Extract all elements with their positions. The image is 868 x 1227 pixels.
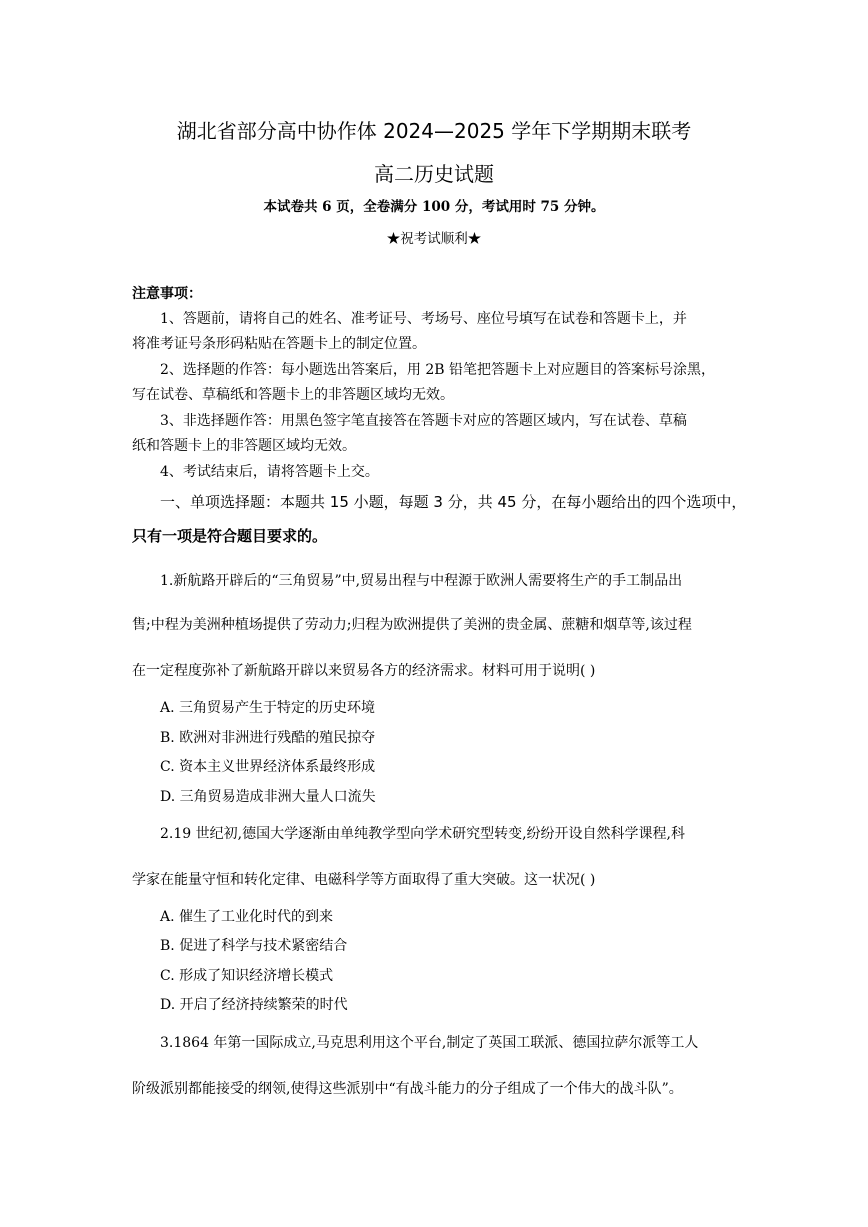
- question-1-line-2: 售;中程为美洲种植场提供了劳动力;归程为欧洲提供了美洲的贵金属、蔗糖和烟草等,该过程: [132, 617, 692, 633]
- question-3-line-2: 阶级派别都能接受的纲领,使得这些派别中“有战斗能力的分子组成了一个伟大的战斗队”。: [132, 1081, 683, 1097]
- notice-item-1-line-2: 将准考证号条形码粘贴在答题卡上的制定位置。: [132, 336, 426, 352]
- question-3-line-1: 3.1864 年第一国际成立,马克思利用这个平台,制定了英国工联派、德国拉萨尔派等工人: [160, 1035, 699, 1051]
- question-2-line-1: 2.19 世纪初,德国大学逐渐由单纯教学型向学术研究型转变,纷纷开设自然科学课程,科: [160, 826, 685, 842]
- section-heading-line-2: 只有一项是符合题目要求的。: [132, 527, 328, 545]
- notice-item-1-line-1: 1、答题前，请将自己的姓名、准考证号、考场号、座位号填写在试卷和答题卡上，并: [160, 311, 687, 327]
- question-1-option-a: A. 三角贸易产生于特定的历史环境: [160, 700, 376, 716]
- notice-heading: 注意事项：: [132, 286, 202, 302]
- question-2-line-2: 学家在能量守恒和转化定律、电磁科学等方面取得了重大突破。这一状况( ): [132, 872, 596, 888]
- question-2-option-d: D. 开启了经济持续繁荣的时代: [160, 997, 348, 1013]
- question-1-line-3: 在一定程度弥补了新航路开辟以来贸易各方的经济需求。材料可用于说明( ): [132, 663, 596, 679]
- section-heading-line-1: 一、单项选择题：本题共 15 小题，每题 3 分，共 45 分，在每小题给出的四个选项中，: [160, 493, 747, 511]
- question-2-option-b: B. 促进了科学与技术紧密结合: [160, 938, 348, 954]
- question-1-option-c: C. 资本主义世界经济体系最终形成: [160, 759, 376, 775]
- exam-subtitle: 高二历史试题: [374, 162, 494, 186]
- question-1-option-b: B. 欧洲对非洲进行残酷的殖民掠夺: [160, 730, 376, 746]
- exam-title: 湖北省部分高中协作体 2024—2025 学年下学期期末联考: [176, 119, 692, 143]
- notice-item-4: 4、考试结束后，请将答题卡上交。: [160, 464, 379, 480]
- notice-item-3-line-1: 3、非选择题作答：用黑色签字笔直接答在答题卡对应的答题区域内，写在试卷、草稿: [160, 413, 687, 429]
- notice-item-2-line-1: 2、选择题的作答：每小题选出答案后，用 2B 铅笔把答题卡上对应题目的答案标号涂黑，: [160, 362, 716, 378]
- question-1-line-1: 1.新航路开辟后的“三角贸易”中,贸易出程与中程源于欧洲人需要将生产的手工制品出: [160, 573, 683, 589]
- notice-item-3-line-2: 纸和答题卡上的非答题区域均无效。: [132, 438, 356, 454]
- exam-info: 本试卷共 6 页，全卷满分 100 分，考试用时 75 分钟。: [263, 199, 605, 215]
- question-2-option-c: C. 形成了知识经济增长模式: [160, 968, 334, 984]
- question-2-option-a: A. 催生了工业化时代的到来: [160, 909, 334, 925]
- notice-item-2-line-2: 写在试卷、草稿纸和答题卡上的非答题区域均无效。: [132, 387, 454, 403]
- question-1-option-d: D. 三角贸易造成非洲大量人口流失: [160, 789, 376, 805]
- good-luck-wish: ★祝考试顺利★: [386, 231, 482, 247]
